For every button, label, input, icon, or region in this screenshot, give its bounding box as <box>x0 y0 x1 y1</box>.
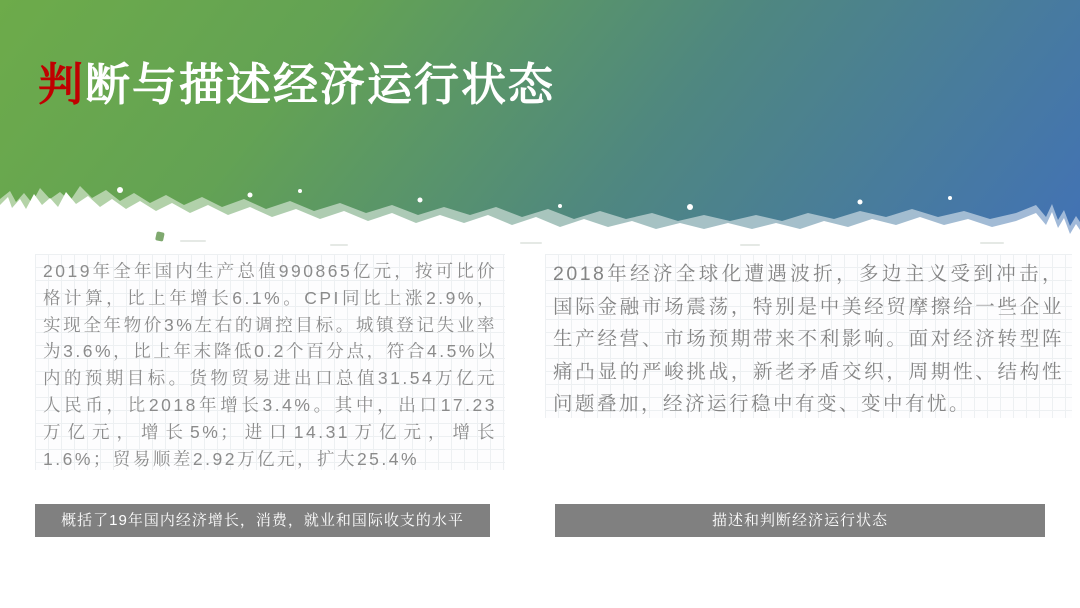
title-text: 断与描述经济运行状态 <box>85 59 556 110</box>
left-caption-text: 概括了19年国内经济增长，消费，就业和国际收支的水平 <box>61 512 464 529</box>
right-caption-bar <box>555 504 1045 537</box>
slide-title <box>38 48 555 113</box>
torn-paper-edge <box>0 182 1080 258</box>
right-caption-text: 描述和判断经济运行状态 <box>711 512 888 529</box>
right-quote-text: 2018年经济全球化遭遇波折，多边主义受到冲击，国际金融市场震荡，特别是中美经贸摩擦给一些企业生产经营、市场预期带来不利影响。面对经济转型阵痛凸显的严峻挑战，新老矛盾交织，周期性、结构性问题叠加，经济运行稳中有变、变中有忧。 <box>553 263 1064 416</box>
left-quote-text: 2019年全年国内生产总值990865亿元，按可比价格计算，比上年增长6.1%。CPI同比上涨2.9%，实现全年物价3%左右的调控目标。城镇登记失业率为3.6%，比上年末降低0.2个百分点，符合4.5%以内的预期目标。货物贸易进出口总值31.54万亿元人民币，比2018年增长3.4%。其中，出口17.23万亿元，增长5%；进口14.31万亿元，增长1.6%；贸易顺差2.92万亿元，扩大25.4% <box>43 261 497 469</box>
left-quote-panel <box>35 254 505 470</box>
right-quote-panel <box>545 254 1072 418</box>
left-caption-bar <box>35 504 490 537</box>
title-accent-char: 判 <box>38 59 86 110</box>
